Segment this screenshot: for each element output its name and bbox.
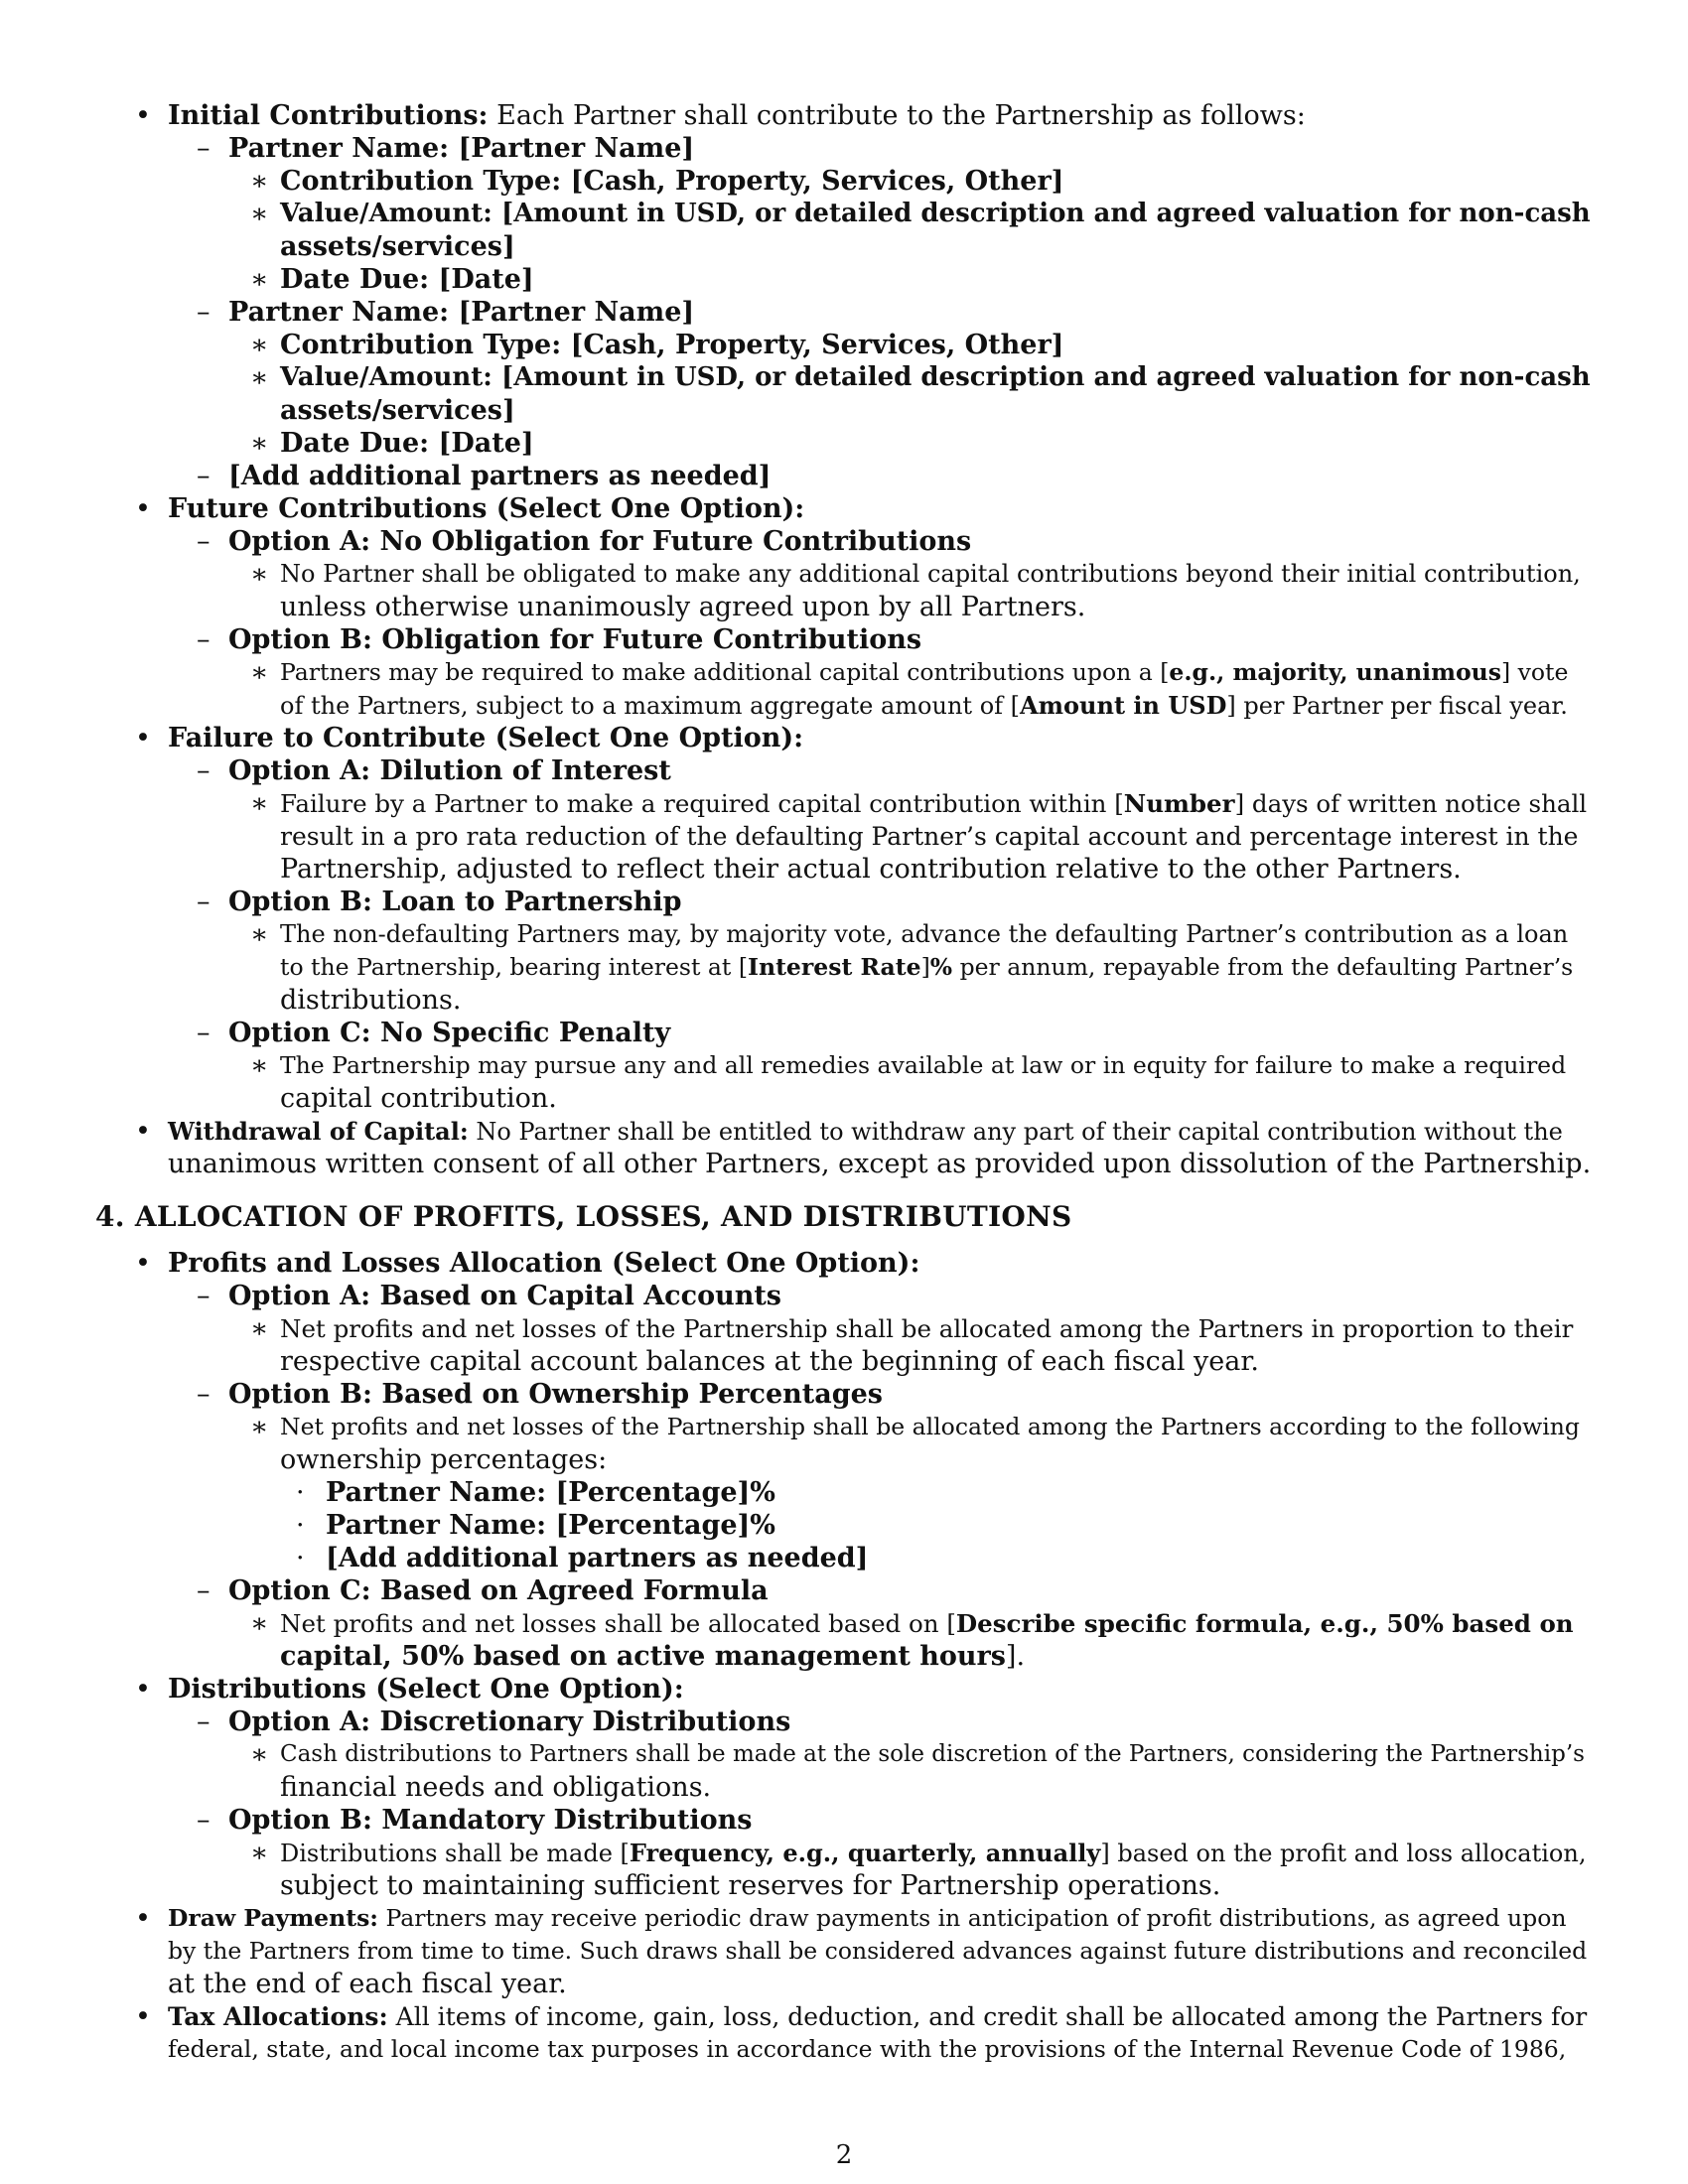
distributions-item: Distributions (Select One Option): (168, 1674, 684, 1705)
placeholder-run: capital, 50% based on active management hours (280, 1641, 1006, 1672)
text-run: ]. (1005, 1641, 1026, 1672)
option-text: distributions. (280, 985, 462, 1016)
withdrawal-of-capital-item (168, 1115, 1563, 1149)
asterisk-marker: ∗ (250, 657, 269, 688)
percentage-line: Partner Name: [Percentage]% (326, 1510, 775, 1541)
option-text (280, 1640, 1025, 1673)
text-run: ] (920, 953, 930, 981)
asterisk-marker: ∗ (250, 428, 269, 459)
dash-marker: – (197, 1706, 211, 1737)
placeholder-run: Describe specific formula, e.g., 50% based on (955, 1609, 1574, 1638)
item-label: Tax Allocations: (168, 2002, 388, 2031)
item-label: Initial Contributions: (168, 100, 489, 131)
asterisk-marker: ∗ (250, 362, 269, 393)
item-text: Each Partner shall contribute to the Partnership as follows: (488, 100, 1306, 131)
text-run: ] vote (1500, 658, 1569, 686)
option-heading: Option A: No Obligation for Future Contributions (228, 526, 972, 557)
item-text: unanimous written consent of all other Partners, except as provided upon dissolution of the Partnership. (168, 1149, 1592, 1179)
asterisk-marker: ∗ (250, 559, 269, 590)
dash-marker: – (197, 297, 211, 328)
bullet-marker: • (135, 1248, 151, 1279)
value-amount-line: Value/Amount: [Amount in USD, or detailed description and agreed valuation for non-cash (280, 199, 1591, 228)
bullet-marker: • (135, 493, 151, 524)
failure-to-contribute-item: Failure to Contribute (Select One Option): (168, 723, 804, 753)
option-text (280, 1607, 1574, 1640)
item-text: All items of income, gain, loss, deduction, and credit shall be allocated among the Partners for (387, 2002, 1588, 2031)
placeholder-run: e.g., majority, unanimous (1169, 658, 1501, 686)
option-text (280, 656, 1568, 689)
asterisk-marker: ∗ (250, 1313, 269, 1344)
option-text: unless otherwise unanimously agreed upon by all Partners. (280, 592, 1086, 622)
dash-marker: – (197, 624, 211, 655)
asterisk-marker: ∗ (250, 1608, 269, 1639)
item-label: Withdrawal of Capital: (168, 1117, 469, 1146)
option-text (280, 787, 1587, 820)
text-run: Partners may be required to make additional capital contributions upon a [ (280, 658, 1170, 686)
option-text: No Partner shall be obligated to make any additional capital contributions beyond their initial contribution, (280, 560, 1581, 588)
dot-marker: · (296, 1510, 305, 1541)
asterisk-marker: ∗ (250, 199, 269, 229)
item-text: No Partner shall be entitled to withdraw any part of their capital contribution without the (468, 1118, 1563, 1146)
bullet-marker: • (135, 1116, 151, 1147)
bullet-marker: • (135, 100, 151, 131)
text-run: to the Partnership, bearing interest at [ (280, 953, 748, 981)
dash-marker: – (197, 755, 211, 786)
asterisk-marker: ∗ (250, 919, 269, 950)
text-run: ] based on the profit and loss allocation, (1100, 1840, 1587, 1867)
option-text: financial needs and obligations. (280, 1772, 712, 1803)
option-text (280, 951, 1573, 984)
value-amount-continuation: assets/services] (280, 231, 515, 262)
bullet-marker: • (135, 1674, 151, 1705)
partner-name-line: Partner Name: [Partner Name] (228, 133, 695, 164)
dot-marker: · (296, 1477, 305, 1508)
asterisk-marker: ∗ (250, 1412, 269, 1442)
add-partners-line: [Add additional partners as needed] (228, 461, 772, 491)
contribution-type-line: Contribution Type: [Cash, Property, Services, Other] (280, 330, 1064, 360)
item-text: by the Partners from time to time. Such draws shall be considered advances against future distributions and reconciled (168, 1937, 1588, 1965)
value-amount-continuation: assets/services] (280, 395, 515, 426)
dash-marker: – (197, 1575, 211, 1606)
option-text: Net profits and net losses of the Partnership shall be allocated among the Partners in proportion to their (280, 1314, 1574, 1343)
placeholder-run: Number (1123, 789, 1235, 818)
value-amount-line: Value/Amount: [Amount in USD, or detailed description and agreed valuation for non-cash (280, 362, 1591, 392)
dash-marker: – (197, 133, 211, 164)
item-label: Draw Payments: (168, 1904, 378, 1932)
page-number: 2 (835, 2140, 853, 2170)
option-heading: Option B: Obligation for Future Contributions (228, 624, 922, 655)
dash-marker: – (197, 461, 211, 491)
dash-marker: – (197, 1379, 211, 1410)
text-run: of the Partners, subject to a maximum aggregate amount of [ (280, 692, 1021, 720)
option-text: The non-defaulting Partners may, by majority vote, advance the defaulting Partner’s contribution as a loan (280, 920, 1569, 948)
text-run: per annum, repayable from the defaulting Partner’s (952, 953, 1574, 981)
option-heading: Option B: Loan to Partnership (228, 887, 682, 917)
dash-marker: – (197, 1281, 211, 1311)
option-text: Partnership, adjusted to reflect their actual contribution relative to the other Partners. (280, 854, 1462, 885)
item-text: Partners may receive periodic draw payments in anticipation of profit distributions, as agreed upon (377, 1904, 1567, 1932)
placeholder-run: Interest Rate (748, 953, 921, 981)
asterisk-marker: ∗ (250, 788, 269, 819)
asterisk-marker: ∗ (250, 1838, 269, 1868)
bullet-marker: • (135, 2001, 151, 2032)
dot-marker: · (296, 1543, 305, 1573)
option-text: Cash distributions to Partners shall be made at the sole discretion of the Partners, considering the Partnership’s (280, 1741, 1585, 1767)
option-heading: Option B: Mandatory Distributions (228, 1805, 753, 1836)
future-contributions-item: Future Contributions (Select One Option): (168, 493, 805, 524)
text-run: Failure by a Partner to make a required capital contribution within [ (280, 789, 1124, 818)
item-text: federal, state, and local income tax purposes in accordance with the provisions of the Internal Revenue Code of 1986, (168, 2035, 1567, 2063)
placeholder-run: Amount in USD (1020, 691, 1227, 720)
profits-losses-item: Profits and Losses Allocation (Select One Option): (168, 1248, 920, 1279)
add-partners-line: [Add additional partners as needed] (326, 1543, 869, 1573)
option-text: respective capital account balances at the beginning of each fiscal year. (280, 1346, 1259, 1377)
asterisk-marker: ∗ (250, 1739, 269, 1770)
bullet-marker: • (135, 723, 151, 753)
option-heading: Option A: Discretionary Distributions (228, 1706, 791, 1737)
date-due-line: Date Due: [Date] (280, 264, 534, 295)
text-run: ] days of written notice shall (1234, 789, 1588, 818)
item-text: at the end of each fiscal year. (168, 1969, 567, 1999)
placeholder-run: Frequency, e.g., quarterly, annually (629, 1839, 1101, 1867)
option-text: Net profits and net losses of the Partnership shall be allocated among the Partners according to the following (280, 1413, 1580, 1440)
asterisk-marker: ∗ (250, 166, 269, 197)
option-text: The Partnership may pursue any and all remedies available at law or in equity for failure to make a required (280, 1051, 1567, 1079)
option-text: subject to maintaining sufficient reserves for Partnership operations. (280, 1870, 1221, 1901)
partner-name-line: Partner Name: [Partner Name] (228, 297, 695, 328)
asterisk-marker: ∗ (250, 264, 269, 295)
text-run: ] per Partner per fiscal year. (1226, 692, 1568, 720)
bullet-marker: • (135, 1903, 151, 1934)
dash-marker: – (197, 526, 211, 557)
dash-marker: – (197, 887, 211, 917)
dash-marker: – (197, 1805, 211, 1836)
option-text: ownership percentages: (280, 1444, 608, 1475)
asterisk-marker: ∗ (250, 1050, 269, 1081)
option-heading: Option A: Based on Capital Accounts (228, 1281, 782, 1311)
percent-sign: % (929, 953, 953, 981)
option-heading: Option A: Dilution of Interest (228, 755, 671, 786)
tax-allocations-item (168, 2000, 1587, 2033)
option-text: capital contribution. (280, 1083, 557, 1114)
option-heading: Option C: Based on Agreed Formula (228, 1575, 769, 1606)
contribution-type-line: Contribution Type: [Cash, Property, Services, Other] (280, 166, 1064, 197)
text-run: Distributions shall be made [ (280, 1840, 630, 1867)
initial-contributions-item (168, 99, 1306, 132)
option-text: result in a pro rata reduction of the defaulting Partner’s capital account and percentage interest in the (280, 822, 1579, 851)
draw-payments-item (168, 1902, 1567, 1935)
section-heading: 4. ALLOCATION OF PROFITS, LOSSES, AND DISTRIBUTIONS (95, 1200, 1072, 1233)
asterisk-marker: ∗ (250, 330, 269, 360)
option-text (280, 689, 1568, 723)
text-run: Net profits and net losses shall be allocated based on [ (280, 1609, 956, 1638)
option-heading: Option C: No Specific Penalty (228, 1018, 671, 1048)
dash-marker: – (197, 1018, 211, 1048)
percentage-line: Partner Name: [Percentage]% (326, 1477, 775, 1508)
option-text (280, 1837, 1586, 1870)
option-heading: Option B: Based on Ownership Percentages (228, 1379, 883, 1410)
date-due-line: Date Due: [Date] (280, 428, 534, 459)
